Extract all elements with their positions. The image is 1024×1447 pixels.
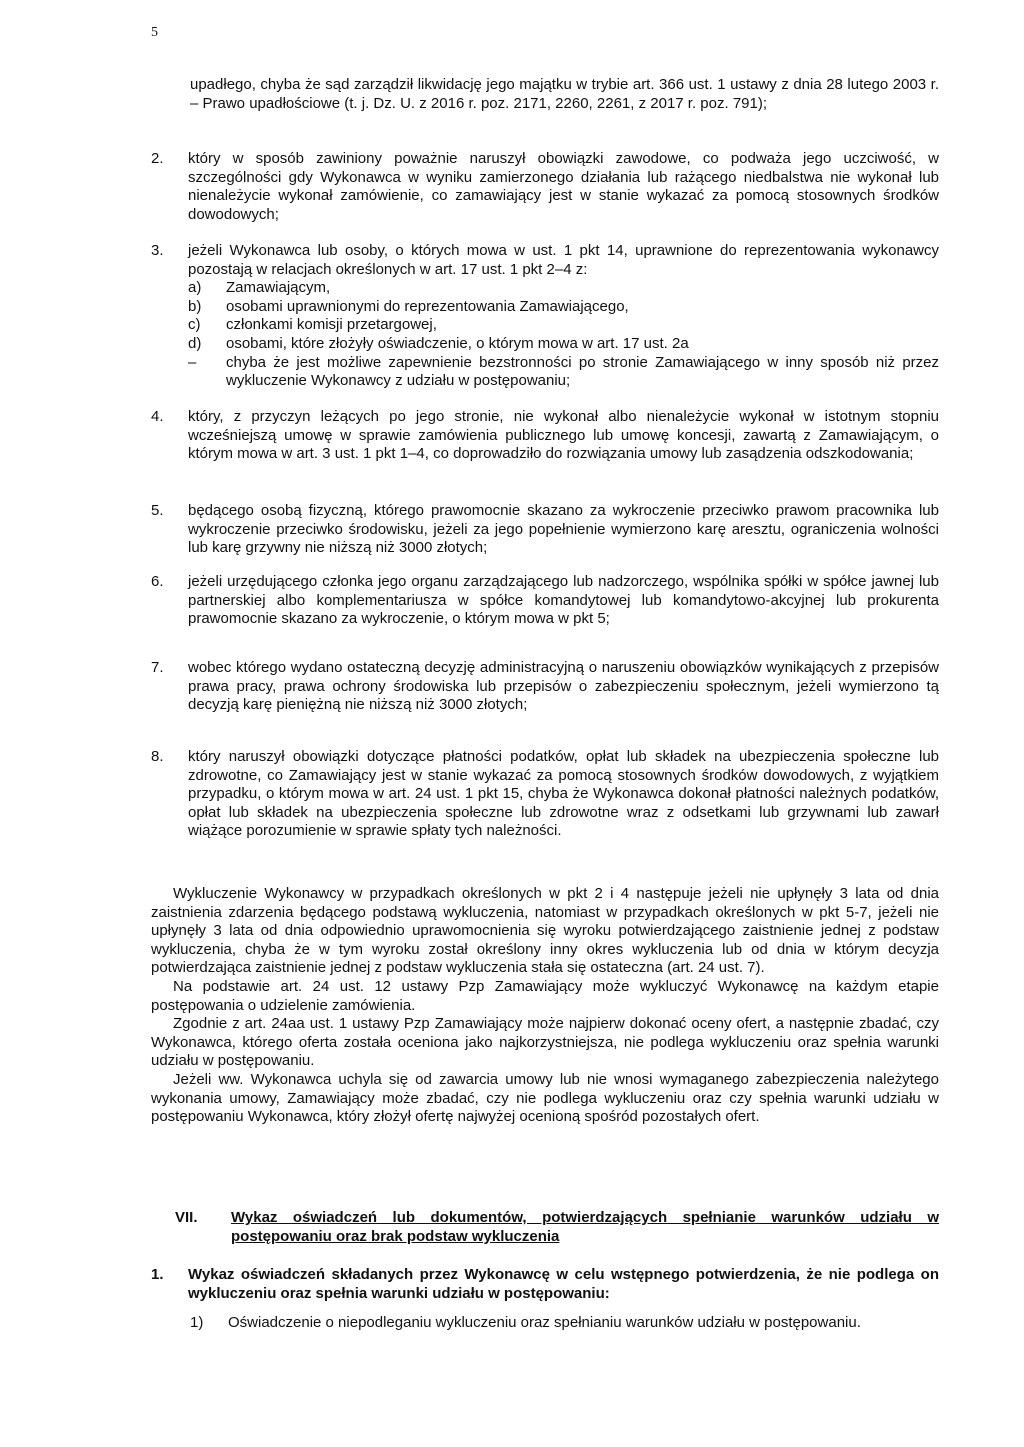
sub-item-a bbox=[188, 279, 939, 298]
list-item-8 bbox=[151, 748, 939, 841]
paragraph-exclusion-period: Wykluczenie Wykonawcy w przypadkach określonych w pkt 2 i 4 następuje jeżeli nie upłynęły 3 lata od dnia zaistnienia zdarzenia będącego podstawą wykluczenia, natomiast w przypadkach określonych w pkt 5-7, jeżeli nie upłynęły 3 lata od dnia odpowiednio uprawomocnienia się wyroku potwierdzającego zaistnienie jednej z podstaw wykluczenia, chyba że w tym wyroku został określony inny okres wykluczenia lub od dnia w którym decyzja potwierdzająca zaistnienie jednej z podstaw wykluczenia stała się ostateczna (art. 24 ust. 7). bbox=[151, 885, 939, 977]
list-item-text: który, z przyczyn leżących po jego stronie, nie wykonał albo nienależycie wykonał w istotnym stopniu wcześniejszą umowę w sprawie zamówienia publicznego lub umowę koncesji, zawartą z Zamawiającym, o którym mowa w art. 3 ust. 1 pkt 1–4, co doprowadziło do rozwiązania umowy lub zasądzenia odszkodowania; bbox=[188, 408, 939, 463]
list-item-number: 5. bbox=[151, 502, 164, 519]
list-item-6 bbox=[151, 573, 939, 629]
sub-section-item-number: 1) bbox=[190, 1314, 204, 1331]
sub-section-item bbox=[190, 1314, 939, 1333]
sub-item-letter: d) bbox=[188, 334, 202, 352]
sub-section bbox=[151, 1266, 939, 1303]
section-number: VII. bbox=[175, 1209, 198, 1226]
page-number: 5 bbox=[151, 25, 158, 40]
list-item-number: 8. bbox=[151, 748, 164, 765]
sub-item-text: Zamawiającym, bbox=[226, 279, 331, 297]
sub-item-letter: c) bbox=[188, 316, 201, 334]
sub-item-d bbox=[188, 335, 939, 354]
note-dash: – bbox=[188, 353, 197, 371]
sub-item-text: osobami, które złożyły oświadczenie, o którym mowa w art. 17 ust. 2a bbox=[226, 334, 689, 352]
list-item-4 bbox=[151, 408, 939, 464]
note-text: chyba że jest możliwe zapewnienie bezstronności po stronie Zamawiającego w inny sposób niż przez wykluczenie Wykonawcy z udziału w postępowaniu; bbox=[226, 353, 939, 390]
sub-item-text: członkami komisji przetargowej, bbox=[226, 316, 437, 334]
sub-section-text: Wykaz oświadczeń składanych przez Wykonawcę w celu wstępnego potwierdzenia, że nie podlega on wykluczeniu oraz spełnia warunki udziału w postępowaniu: bbox=[188, 1266, 939, 1302]
sub-item-text: osobami uprawnionymi do reprezentowania Zamawiającego, bbox=[226, 297, 629, 315]
paragraph-exclusion-stage: Na podstawie art. 24 ust. 12 ustawy Pzp Zamawiający może wykluczyć Wykonawcę na każdym etapie postępowania o udzielenie zamówienia. bbox=[151, 977, 939, 1014]
exception-note bbox=[188, 354, 939, 391]
list-item-body bbox=[188, 242, 939, 391]
paragraph-evaluation-order: Zgodnie z art. 24aa ust. 1 ustawy Pzp Zamawiający może najpierw dokonać oceny ofert, a następnie zbadać, czy Wykonawca, którego oferta została oceniona jako najkorzystniejsza, nie podlega wykluczeniu oraz spełnia warunki udziału w postępowaniu. bbox=[151, 1015, 939, 1070]
section-heading bbox=[151, 1209, 939, 1246]
sub-section-number: 1. bbox=[151, 1266, 164, 1283]
list-item-number: 7. bbox=[151, 659, 164, 676]
sub-item-letter: b) bbox=[188, 297, 202, 315]
list-item-text: wobec którego wydano ostateczną decyzję administracyjną o naruszeniu obowiązków wynikających z przepisów prawa pracy, prawa ochrony środowiska lub przepisów o zabezpieczeniu społecznym, jeżeli wymierzono tą decyzją karę pieniężną nie niższą niż 3000 złotych; bbox=[188, 659, 939, 714]
list-item-number: 6. bbox=[151, 573, 164, 590]
list-item-number: 2. bbox=[151, 150, 164, 167]
continuation-text: upadłego, chyba że sąd zarządził likwidację jego majątku w trybie art. 366 ust. 1 ustawy z dnia 28 lutego 2003 r. – Prawo upadłościowe (t. j. Dz. U. z 2016 r. poz. 2171, 2260, 2261, z 2017 r. poz. 791); bbox=[190, 76, 939, 112]
list-item-7 bbox=[151, 659, 939, 715]
body-paragraphs bbox=[151, 885, 939, 1127]
sub-item-letter: a) bbox=[188, 279, 202, 297]
list-item-3 bbox=[151, 242, 939, 391]
sub-section-item-text: Oświadczenie o niepodleganiu wykluczeniu oraz spełnianiu warunków udziału w postępowaniu. bbox=[228, 1314, 861, 1331]
paragraph-contract-refusal: Jeżeli ww. Wykonawca uchyla się od zawarcia umowy lub nie wnosi wymaganego zabezpieczenia należytego wykonania umowy, Zamawiający może zbadać, czy nie podlega wykluczeniu oraz czy spełnia warunki udziału w postępowaniu Wykonawca, który złożył ofertę najwyżej ocenioną spośród pozostałych ofert. bbox=[151, 1070, 939, 1126]
list-item-text: będącego osobą fizyczną, którego prawomocnie skazano za wykroczenie przeciwko prawom pracownika lub wykroczenie przeciwko środowisku, jeżeli za jego popełnienie wymierzono karę aresztu, ograniczenia wolności lub karę grzywny nie niższą niż 3000 złotych; bbox=[188, 502, 939, 557]
list-item-number: 4. bbox=[151, 408, 164, 425]
list-item-number: 3. bbox=[151, 242, 164, 259]
list-item-text: który w sposób zawiniony poważnie naruszył obowiązki zawodowe, co podważa jego uczciwość, w szczególności gdy Wykonawca w wyniku zamierzonego działania lub rażącego niedbalstwa nie wykonał lub nienależycie wykonał zamówienie, co zamawiający jest w stanie wykazać za pomocą stosownych środków dowodowych; bbox=[188, 150, 939, 223]
list-item-text: który naruszył obowiązki dotyczące płatności podatków, opłat lub składek na ubezpieczenia społeczne lub zdrowotne, co Zamawiający jest w stanie wykazać za pomocą stosownych środków dowodowych, z wyjątkiem przypadku, o którym mowa w art. 24 ust. 1 pkt 15, chyba że Wykonawca dokonał płatności należnych podatków, opłat lub składek na ubezpieczenia społeczne lub zdrowotne wraz z odsetkami lub grzywnami lub zawarł wiążące porozumienie w sprawie spłaty tych należności. bbox=[188, 748, 939, 840]
list-item-text: jeżeli Wykonawca lub osoby, o których mowa w ust. 1 pkt 14, uprawnione do reprezentowania wykonawcy pozostają w relacjach określonych w art. 17 ust. 1 pkt 2–4 z: bbox=[188, 242, 939, 278]
section-title: Wykaz oświadczeń lub dokumentów, potwierdzających spełnianie warunków udziału w postępowaniu oraz brak podstaw wykluczenia bbox=[231, 1209, 939, 1245]
list-item-5 bbox=[151, 502, 939, 558]
sub-item-b bbox=[188, 298, 939, 317]
list-item-2 bbox=[151, 150, 939, 224]
sub-item-c bbox=[188, 316, 939, 335]
list-item-text: jeżeli urzędującego członka jego organu zarządzającego lub nadzorczego, wspólnika spółki w spółce jawnej lub partnerskiej albo komplementariusza w spółce komandytowej lub komandytowo-akcyjnej lub prokurenta prawomocnie skazano za wykroczenie, o którym mowa w pkt 5; bbox=[188, 573, 939, 628]
